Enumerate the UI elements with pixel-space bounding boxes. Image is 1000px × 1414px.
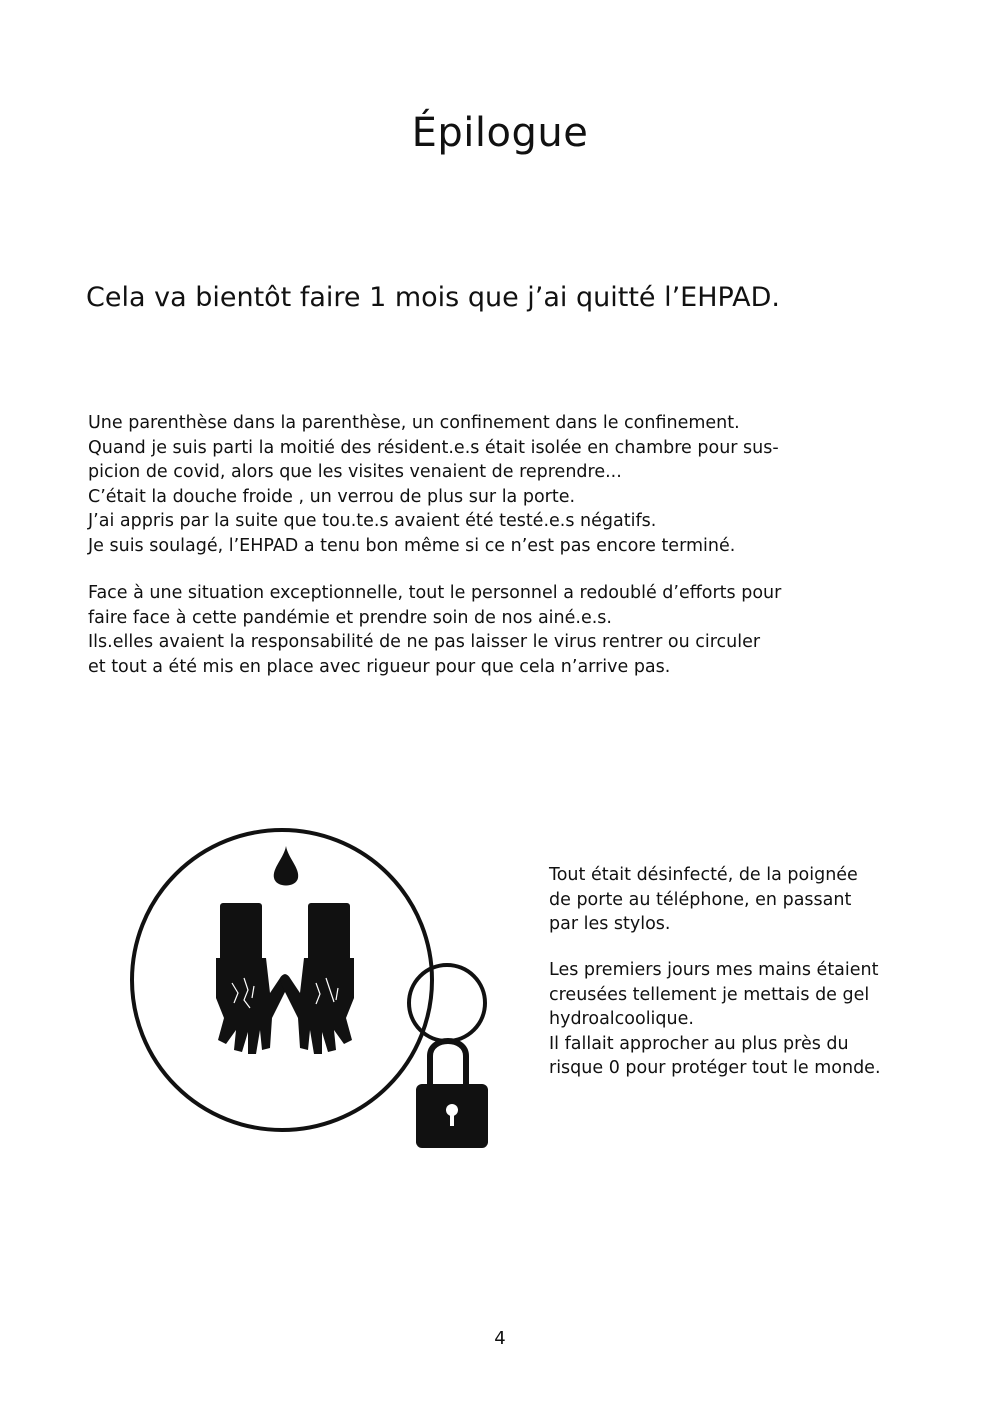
- paragraph-line: et tout a été mis en place avec rigueur pour que cela n’arrive pas.: [88, 656, 671, 677]
- paragraph-line: C’était la douche froide , un verrou de plus sur la porte.: [88, 486, 576, 507]
- drop-icon: [274, 846, 298, 886]
- paragraph-line: Quand je suis parti la moitié des résident.e.s était isolée en chambre pour sus-: [88, 437, 779, 458]
- paragraph-1: [88, 411, 948, 558]
- subtitle: Cela va bientôt faire 1 mois que j’ai quitté l’EHPAD.: [86, 282, 780, 313]
- side-line: hydroalcoolique.: [549, 1009, 694, 1029]
- side-line: creusées tellement je mettais de gel: [549, 984, 870, 1005]
- side-line: Tout était désinfecté, de la poignée: [549, 865, 858, 885]
- paragraph-line: Ils.elles avaient la responsabilité de ne pas laisser le virus rentrer ou circuler: [88, 632, 761, 652]
- right-hand-icon: [281, 903, 354, 1054]
- padlock-icon: [416, 1041, 488, 1148]
- paragraph-line: J’ai appris par la suite que tou.te.s avaient été testé.e.s négatifs.: [88, 511, 657, 531]
- side-paragraph-2: [549, 958, 969, 1081]
- page-number: 4: [494, 1328, 506, 1349]
- paragraph-line: Face à une situation exceptionnelle, tout le personnel a redoublé d’efforts pour: [88, 583, 782, 603]
- side-line: risque 0 pour protéger tout le monde.: [549, 1058, 881, 1078]
- side-line: de porte au téléphone, en passant: [549, 889, 852, 910]
- side-line: Il fallait approcher au plus près du: [549, 1033, 849, 1054]
- side-line: par les stylos.: [549, 914, 671, 934]
- hands-padlock-illustration: [120, 818, 510, 1158]
- left-hand-icon: [216, 903, 289, 1054]
- page-title: Épilogue: [411, 110, 589, 156]
- paragraph-line: Je suis soulagé, l’EHPAD a tenu bon même si ce n’est pas encore terminé.: [88, 535, 736, 556]
- paragraph-line: Une parenthèse dans la parenthèse, un confinement dans le confinement.: [88, 413, 740, 433]
- side-line: Les premiers jours mes mains étaient: [549, 960, 879, 980]
- side-paragraph-1: [549, 863, 969, 937]
- paragraph-line: picion de covid, alors que les visites venaient de reprendre...: [88, 462, 622, 482]
- padlock-ring: [409, 965, 485, 1041]
- paragraph-2: [88, 581, 948, 679]
- paragraph-line: faire face à cette pandémie et prendre soin de nos ainé.e.s.: [88, 607, 612, 628]
